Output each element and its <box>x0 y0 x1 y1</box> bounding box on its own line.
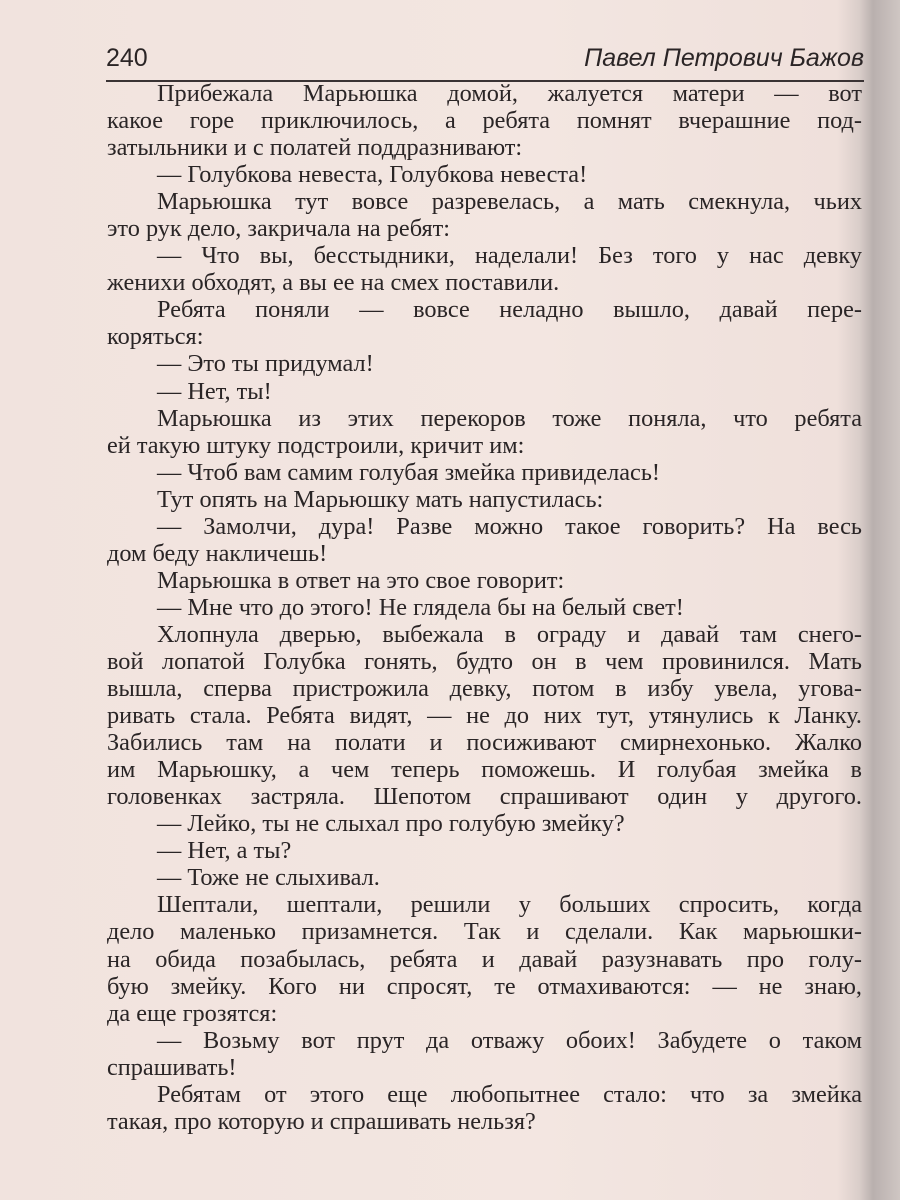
text-line: Марьюшка тут вовсе разревелась, а мать смекнула, чьих <box>157 188 862 216</box>
text-line: — Голубкова невеста, Голубкова невеста! <box>157 161 588 189</box>
text-line: — Мне что до этого! Не глядела бы на белый свет! <box>157 593 684 621</box>
text-line: какое горе приключилось, а ребята помнят вчерашние под- <box>107 107 862 135</box>
text-line: — Чтоб вам самим голубая змейка привиделась! <box>157 458 661 486</box>
page-body-text <box>107 80 862 1135</box>
text-line: — Лейко, ты не слыхал про голубую змейку? <box>157 810 625 838</box>
page-number: 240 <box>106 44 148 72</box>
text-line: — Тоже не слыхивал. <box>157 864 380 892</box>
text-line: да еще грозятся: <box>107 999 278 1027</box>
text-line: — Замолчи, дура! Разве можно такое говорить? На весь <box>157 512 862 540</box>
running-header <box>106 42 864 82</box>
author-name: Павел Петрович Бажов <box>584 44 864 72</box>
text-line: Ребята поняли — вовсе неладно вышло, давай пере- <box>157 296 862 324</box>
text-line: вой лопатой Голубка гонять, будто он в чем провинился. Мать <box>107 647 862 675</box>
text-line: — Нет, ты! <box>157 377 272 405</box>
text-line: дело маленько призамнется. Так и сделали. Как марьюшки- <box>107 918 862 946</box>
text-line: на обида позабылась, ребята и давай разузнавать про голу- <box>107 945 862 973</box>
text-line: затыльники и с полатей поддразнивают: <box>107 134 523 162</box>
text-line: женихи обходят, а вы ее на смех поставили. <box>107 269 560 297</box>
text-line: ей такую штуку подстроили, кричит им: <box>107 431 525 459</box>
text-line: спрашивать! <box>107 1053 237 1081</box>
text-line: Ребятам от этого еще любопытнее стало: что за змейка <box>157 1080 862 1108</box>
text-line: — Это ты придумал! <box>157 350 374 378</box>
text-line: Хлопнула дверью, выбежала в ограду и давай там снего- <box>157 620 862 648</box>
text-line: дом беду накличешь! <box>107 539 328 567</box>
text-line: бую змейку. Кого ни спросят, те отмахиваются: — не знаю, <box>107 972 862 1000</box>
text-line: Марьюшка в ответ на это свое говорит: <box>157 566 565 594</box>
text-line: Тут опять на Марьюшку мать напустилась: <box>157 485 604 513</box>
text-line: — Что вы, бесстыдники, наделали! Без того у нас девку <box>157 242 862 270</box>
text-line: Марьюшка из этих перекоров тоже поняла, что ребята <box>157 404 862 432</box>
text-line: коряться: <box>107 323 204 351</box>
text-line: — Возьму вот прут да отважу обоих! Забудете о таком <box>157 1026 862 1054</box>
text-line: головенках застряла. Шепотом спрашивают один у другого. <box>107 783 862 811</box>
text-line: вышла, сперва пристрожила девку, потом в избу увела, угова- <box>107 675 862 703</box>
text-line: это рук дело, закричала на ребят: <box>107 215 451 243</box>
text-line: ривать стала. Ребята видят, — не до них тут, утянулись к Ланку. <box>107 702 862 730</box>
text-line: им Марьюшку, а чем теперь поможешь. И голубая змейка в <box>107 756 862 784</box>
text-line: такая, про которую и спрашивать нельзя? <box>107 1107 536 1135</box>
text-line: — Нет, а ты? <box>157 837 292 865</box>
text-line: Забились там на полати и посиживают смирнехонько. Жалко <box>107 729 862 757</box>
text-line: Прибежала Марьюшка домой, жалуется матери — вот <box>157 80 862 107</box>
text-line: Шептали, шептали, решили у больших спросить, когда <box>157 891 862 919</box>
